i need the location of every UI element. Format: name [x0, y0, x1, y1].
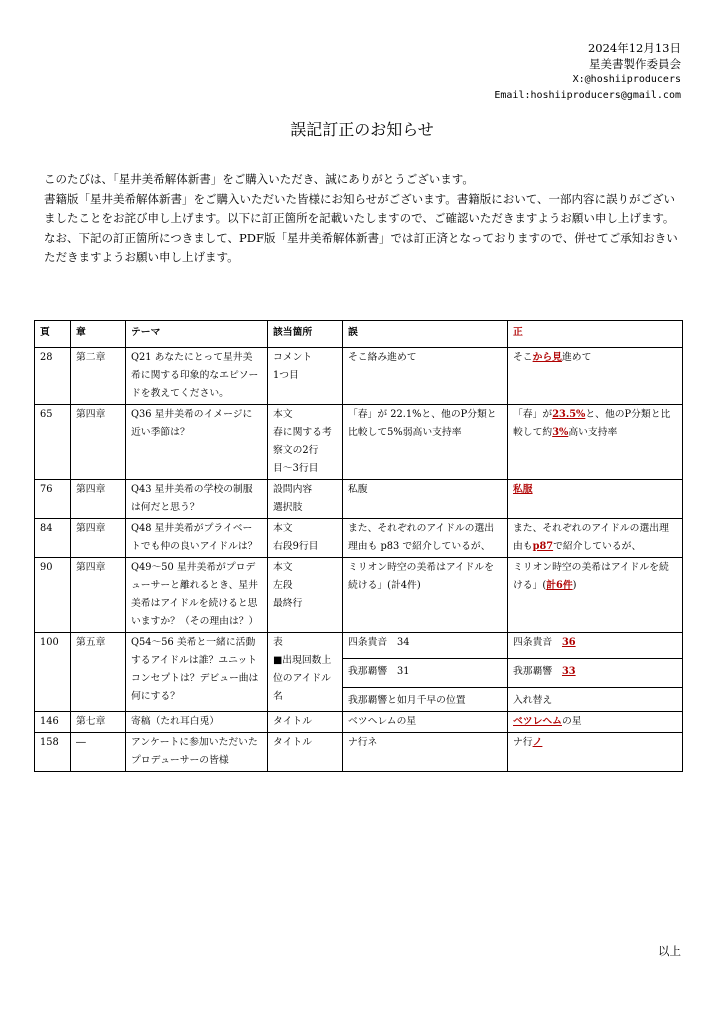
header-page: 頁 — [35, 321, 71, 348]
header-wrong: 誤 — [343, 321, 508, 348]
header-correct: 正 — [508, 321, 683, 348]
correction-highlight: 3% — [552, 427, 569, 438]
location-line: 本文 — [273, 523, 293, 534]
cell-wrong: 私腹 — [343, 480, 508, 519]
location-line: 最終行 — [273, 598, 303, 609]
location-line: 左段 — [273, 580, 293, 591]
correct-text: また、それぞれのアイドルの選出理由も — [513, 523, 669, 552]
cell-chapter: 第四章 — [71, 558, 126, 633]
table-row — [35, 733, 683, 772]
table-row — [35, 558, 683, 633]
cell-location — [268, 405, 343, 480]
cell-theme: 寄稿（たれ耳白兎） — [126, 712, 268, 733]
table-row — [35, 519, 683, 558]
table-row — [35, 348, 683, 405]
correct-text: 高い支持率 — [568, 427, 618, 438]
cell-correct — [508, 519, 683, 558]
intro-paragraph-2: 書籍版「星井美希解体新書」をご購入いただいた皆様にお知らせがございます。書籍版において、一部内容に誤りがございましたことをお詫び申し上げます。以下に訂正箇所を記載いたしますので、ご確認いただきますようお願い申し上げます。 — [44, 191, 675, 225]
wrong-line: 我那覇響と如月千早の位置 — [343, 687, 507, 710]
cell-correct — [508, 348, 683, 405]
intro-paragraph-3: なお、下記の訂正箇所につきまして、PDF版「星井美希解体新書」では訂正済となっておりますので、併せてご承知おきいただきますようお願い申し上げます。 — [44, 230, 678, 264]
correct-line — [508, 658, 682, 681]
cell-wrong: そこ絡み進めて — [343, 348, 508, 405]
cell-wrong: ベツヘレムの星 — [343, 712, 508, 733]
cell-theme: Q43 星井美希の学校の制服は何だと思う？ — [126, 480, 268, 519]
correct-line — [513, 634, 677, 652]
location-line: 本文 — [273, 409, 293, 420]
correction-highlight: 36 — [561, 637, 576, 648]
cell-chapter: 第五章 — [71, 633, 126, 712]
cell-correct — [508, 633, 683, 712]
cell-page: 76 — [35, 480, 71, 519]
correction-highlight: 私服 — [513, 484, 533, 495]
header-theme: テーマ — [126, 321, 268, 348]
cell-location — [268, 558, 343, 633]
correct-line: 入れ替え — [508, 687, 682, 710]
cell-location: タイトル — [268, 733, 343, 772]
table-row — [35, 712, 683, 733]
cell-chapter: ― — [71, 733, 126, 772]
cell-chapter: 第七章 — [71, 712, 126, 733]
cell-page: 65 — [35, 405, 71, 480]
wrong-line: 我那覇響 31 — [343, 658, 507, 681]
cell-wrong: 「春」が 22.1%と、他のP分類と比較して5%弱高い支持率 — [343, 405, 508, 480]
header-location: 該当箇所 — [268, 321, 343, 348]
correct-text: ) — [572, 580, 577, 591]
wrong-line: 四条貴音 34 — [348, 637, 410, 648]
cell-page: 100 — [35, 633, 71, 712]
correction-highlight: 計6件 — [546, 580, 573, 591]
page-title: 誤記訂正のお知らせ — [290, 120, 434, 139]
cell-page: 158 — [35, 733, 71, 772]
location-line: 1つ目 — [273, 370, 299, 381]
cell-theme: Q54〜56 美希と一緒に活動するアイドルは誰？ユニットコンセプトは？デビュー曲は何にする？ — [126, 633, 268, 712]
intro-paragraph-1: このたびは、「星井美希解体新書」をご購入いただき、誠にありがとうございます。 — [44, 172, 474, 186]
closing-mark: 以上 — [658, 944, 681, 958]
table-row — [35, 480, 683, 519]
table-row — [35, 633, 683, 712]
cell-wrong: ナ行ネ — [343, 733, 508, 772]
cell-chapter: 第四章 — [71, 480, 126, 519]
header-block — [494, 40, 681, 104]
header-chapter: 章 — [71, 321, 126, 348]
cell-correct — [508, 480, 683, 519]
correct-text: ミリオン時空の美希はアイドルを続ける」( — [513, 562, 669, 591]
cell-wrong — [343, 633, 508, 712]
cell-correct — [508, 733, 683, 772]
cell-page: 28 — [35, 348, 71, 405]
cell-correct — [508, 558, 683, 633]
correction-highlight: 33 — [561, 666, 576, 677]
correction-highlight: p87 — [532, 541, 554, 552]
location-line: コメント — [273, 352, 313, 363]
cell-theme: アンケートに参加いただいたプロデューサーの皆様 — [126, 733, 268, 772]
cell-page: 84 — [35, 519, 71, 558]
cell-location — [268, 480, 343, 519]
correct-text: 進めて — [561, 352, 592, 363]
cell-chapter: 第二章 — [71, 348, 126, 405]
cell-theme: Q49〜50 星井美希がプロデューサーと離れるとき、星井美希はアイドルを続けると思いますか？（その理由は？） — [126, 558, 268, 633]
cell-correct — [508, 712, 683, 733]
table-header-row — [35, 321, 683, 348]
cell-theme: Q48 星井美希がプライベートでも仲の良いアイドルは？ — [126, 519, 268, 558]
location-line: ■出現回数上位のアイドル名 — [273, 655, 332, 702]
email-address[interactable]: Email:hoshiiproducers@gmail.com — [494, 90, 681, 101]
issue-date: 2024年12月13日 — [587, 41, 681, 55]
location-line: 本文 — [273, 562, 293, 573]
correct-text: 四条貴音 — [513, 637, 562, 648]
correction-highlight: ノ — [532, 737, 543, 748]
correct-text: の星 — [561, 716, 582, 727]
cell-location — [268, 633, 343, 712]
table-row — [35, 405, 683, 480]
cell-location: タイトル — [268, 712, 343, 733]
intro-text — [44, 170, 684, 268]
correct-text: 「春」が — [513, 409, 553, 420]
cell-theme: Q21 あなたにとって星井美希に関する印象的なエピソードを教えてください。 — [126, 348, 268, 405]
x-account[interactable]: X:@hoshiiproducers — [572, 74, 681, 85]
correct-text: で紹介しているが、 — [553, 541, 642, 552]
location-line: 選択肢 — [273, 502, 303, 513]
cell-chapter: 第四章 — [71, 519, 126, 558]
organization-name: 星美書製作委員会 — [589, 57, 681, 71]
cell-wrong: また、それぞれのアイドルの選出理由も p83 で紹介しているが、 — [343, 519, 508, 558]
cell-correct — [508, 405, 683, 480]
correction-highlight: から見 — [532, 352, 562, 363]
cell-page: 90 — [35, 558, 71, 633]
correction-highlight: 23.5% — [552, 409, 586, 420]
cell-theme: Q36 星井美希のイメージに近い季節は？ — [126, 405, 268, 480]
location-line: 表 — [273, 637, 283, 648]
location-line: 春に関する考察文の2行目〜3行目 — [273, 427, 332, 474]
correct-text: そこ — [513, 352, 533, 363]
cell-chapter: 第四章 — [71, 405, 126, 480]
correct-text: 我那覇響 — [513, 666, 562, 677]
correct-text: と、他のP分類と比較して約 — [513, 409, 671, 438]
correction-highlight: ベツレヘム — [513, 716, 562, 727]
cell-location — [268, 348, 343, 405]
location-line: 右段9行目 — [273, 541, 319, 552]
cell-wrong: ミリオン時空の美希はアイドルを続ける」(計4件) — [343, 558, 508, 633]
cell-page: 146 — [35, 712, 71, 733]
correct-text: ナ行 — [513, 737, 533, 748]
cell-location — [268, 519, 343, 558]
location-line: 設問内容 — [273, 484, 313, 495]
errata-table — [34, 320, 683, 772]
